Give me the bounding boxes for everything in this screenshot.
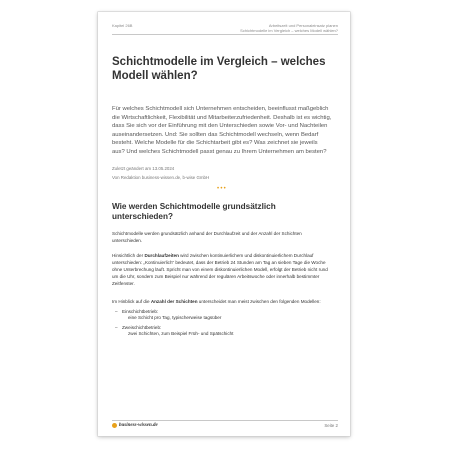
list-dash: – xyxy=(115,308,118,314)
list-item-name: Einschichtbetrieb: xyxy=(122,308,159,314)
updated-date: Zuletzt geändert am 13.05.2024 xyxy=(112,165,175,171)
list-item xyxy=(115,308,332,322)
term-anzahl-schichten: Anzahl der Schichten xyxy=(150,298,198,304)
section-divider-dots: ••• xyxy=(217,185,227,192)
header-section-title xyxy=(240,23,338,33)
article-intro: Für welches Schichtmodell sich Unternehmen entscheiden, beeinflusst maßgeblich die Wirtschaftlichkeit, Flexibilität und Mitarbeiterzufriedenheit. Deshalb ist es wichtig, dass Sie sich vor der Einführung mit den Unterschieden sowie Vor- und Nachteilen auseinandersetzen. Und: Sie sollten das Schichtmodell wechseln, wenn Bedarf besteht. Welche Modelle für die Schichtarbeit gibt es? Was zeichnet sie jeweils aus? Und welches Schichtmodell passt genau zu Ihrem Unternehmen am besten? xyxy=(112,106,332,155)
section-paragraph-1: Schichtmodelle werden grundsätzlich anhand der Durchlaufzeit und der Anzahl der Schichten unterschieden. xyxy=(112,231,302,244)
document-page xyxy=(98,12,350,436)
article-meta xyxy=(112,164,332,182)
section-heading: Wie werden Schichtmodelle grundsätzlich unterschieden? xyxy=(112,201,276,221)
paragraph-2-body: wird zwischen kontinuierlichem und diskontinuierlichem Durchlauf unterschieden: „Kontinuierlich“ bedeutet, dass der Betrieb 24 Stunden am Tag an sieben Tage die Woche ohne Unterbrechung läuft. Spricht man von einem diskontinuierlichen Modell, erfolgt der Betrieb nicht rund um die Uhr, sondern zum Beispiel nur während der regulären Arbeitswoche oder innerhalb bestimmter Zeitfenster. xyxy=(112,253,328,286)
section-paragraph-2 xyxy=(112,253,332,288)
shift-model-list xyxy=(112,309,332,338)
article-title: Schichtmodelle im Vergleich – welches Modell wählen? xyxy=(112,56,326,82)
page-number: Seite 2 xyxy=(324,423,338,428)
paragraph-3-body: unterscheidet man meist zwischen den folgenden Modellen: xyxy=(197,298,321,304)
brand-logo xyxy=(112,423,158,428)
header-divider xyxy=(112,34,338,35)
logo-dot-icon xyxy=(112,423,117,428)
paragraph-3-lead: Im Hinblick auf die xyxy=(112,298,151,304)
header-section-line-1: Arbeitszeit und Personaleinsatz planen xyxy=(268,23,338,28)
author-line: Von Redaktion business-wissen.de, b-wise GmbH xyxy=(112,174,210,180)
list-item-desc: zwei Schichten, zum Beispiel Früh- und Spätschicht xyxy=(128,331,234,337)
footer-divider xyxy=(112,420,338,421)
list-item-name: Zweischichtbetrieb: xyxy=(122,324,162,330)
article-body xyxy=(112,56,332,341)
list-item xyxy=(115,324,332,338)
logo-text: business-wissen.de xyxy=(119,423,158,428)
list-item-desc: eine Schicht pro Tag, typischerweise tagsüber xyxy=(128,315,222,321)
section-paragraph-3 xyxy=(112,299,332,306)
list-dash: – xyxy=(115,324,118,330)
header-section-line-2: Schichtmodelle im Vergleich – welches Modell wählen? xyxy=(240,28,338,33)
term-durchlaufzeiten: Durchlaufzeiten xyxy=(144,253,179,259)
paragraph-2-lead: Hinsichtlich der xyxy=(112,253,145,259)
chapter-label: Kapitel 26B xyxy=(112,23,133,28)
